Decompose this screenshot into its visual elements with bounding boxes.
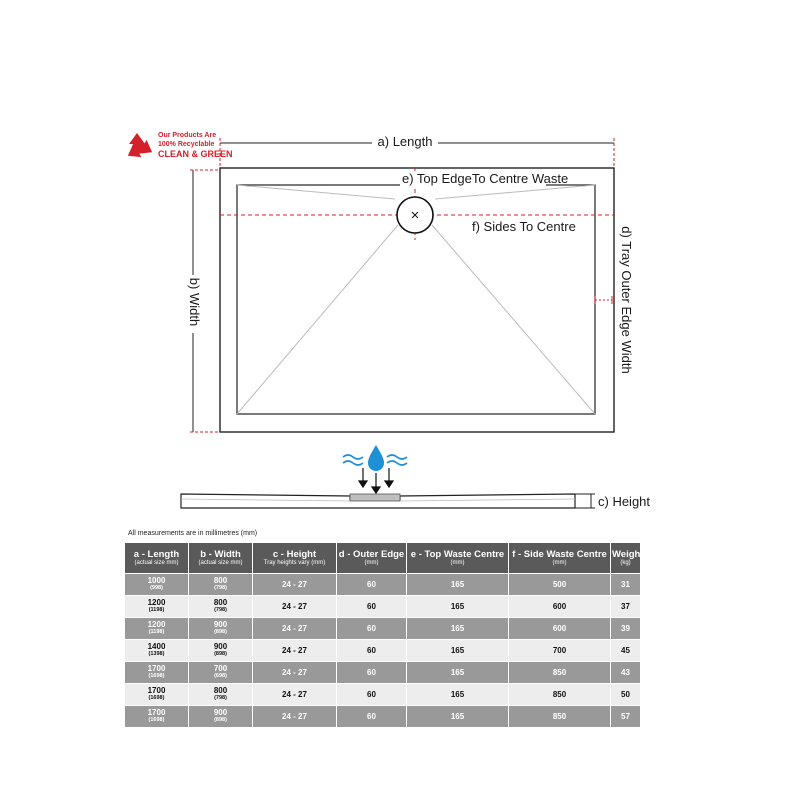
height-label: c) Height (598, 494, 651, 509)
cell-outer-edge: 60 (337, 662, 407, 684)
cell-outer-edge: 60 (337, 574, 407, 596)
cell-weight: 45 (611, 640, 641, 662)
cell-side-waste: 600 (509, 618, 611, 640)
table-row (125, 706, 641, 728)
cell-side-waste: 850 (509, 684, 611, 706)
table-row (125, 662, 641, 684)
table-row (125, 596, 641, 618)
cell-height: 24 - 27 (253, 662, 337, 684)
cell-length: 1700 (1698) (125, 662, 189, 684)
length-dimension (220, 133, 614, 168)
cell-outer-edge: 60 (337, 706, 407, 728)
cell-length: 1700 (1698) (125, 684, 189, 706)
cell-width: 800 (798) (189, 596, 253, 618)
cell-side-waste: 850 (509, 662, 611, 684)
cell-top-waste: 165 (407, 706, 509, 728)
cell-width: 800 (798) (189, 574, 253, 596)
cell-top-waste: 165 (407, 596, 509, 618)
cell-width: 800 (798) (189, 684, 253, 706)
header-height: c - Height Tray heights vary (mm) (253, 543, 337, 574)
recycle-icon (124, 133, 156, 163)
tray-top-view (220, 168, 614, 432)
cell-length: 1200 (1198) (125, 596, 189, 618)
cell-length: 1200 (1198) (125, 618, 189, 640)
table-row (125, 684, 641, 706)
cell-weight: 37 (611, 596, 641, 618)
header-top-waste: e - Top Waste Centre (mm) (407, 543, 509, 574)
eco-line-3: CLEAN & GREEN (158, 149, 233, 159)
cell-weight: 57 (611, 706, 641, 728)
cell-outer-edge: 60 (337, 640, 407, 662)
cell-height: 24 - 27 (253, 574, 337, 596)
cell-side-waste: 850 (509, 706, 611, 728)
cell-weight: 43 (611, 662, 641, 684)
cell-top-waste: 165 (407, 574, 509, 596)
cell-width: 900 (898) (189, 706, 253, 728)
eco-badge (124, 132, 233, 163)
cell-length: 1000 (998) (125, 574, 189, 596)
header-side-waste: f - Side Waste Centre (mm) (509, 543, 611, 574)
cell-weight: 31 (611, 574, 641, 596)
cell-side-waste: 500 (509, 574, 611, 596)
specifications-table (124, 542, 644, 728)
measurement-note: All measurements are in millimetres (mm) (128, 530, 258, 537)
cell-height: 24 - 27 (253, 596, 337, 618)
width-label: b) Width (187, 277, 202, 327)
eco-line-2: 100% Recyclable (158, 141, 215, 148)
tray-side-profile (181, 494, 650, 509)
eco-line-1: Our Products Are (158, 132, 217, 139)
top-edge-label: e) Top EdgeTo Centre Waste (402, 171, 569, 186)
cell-height: 24 - 27 (253, 618, 337, 640)
cell-outer-edge: 60 (337, 684, 407, 706)
cell-outer-edge: 60 (337, 618, 407, 640)
down-arrows-icon (359, 468, 393, 493)
cell-top-waste: 165 (407, 662, 509, 684)
cell-length: 1700 (1698) (125, 706, 189, 728)
header-width: b - Width (actual size mm) (189, 543, 253, 574)
cell-weight: 50 (611, 684, 641, 706)
water-drop-icon (343, 445, 407, 471)
cell-top-waste: 165 (407, 618, 509, 640)
header-weight: Weight (kg) (611, 543, 641, 574)
header-length: a - Length (actual size mm) (125, 543, 189, 574)
sides-label: f) Sides To Centre (472, 219, 576, 234)
cell-width: 900 (898) (189, 640, 253, 662)
length-label: a) Length (377, 134, 433, 149)
table-row (125, 574, 641, 596)
cell-side-waste: 700 (509, 640, 611, 662)
cell-weight: 39 (611, 618, 641, 640)
outer-edge-label: d) Tray Outer Edge Width (619, 226, 634, 374)
width-dimension (185, 170, 220, 432)
cell-height: 24 - 27 (253, 640, 337, 662)
table-header-row (125, 543, 641, 574)
header-outer-edge: d - Outer Edge (mm) (337, 543, 407, 574)
cell-width: 700 (698) (189, 662, 253, 684)
cell-outer-edge: 60 (337, 596, 407, 618)
cell-top-waste: 165 (407, 640, 509, 662)
table-row (125, 640, 641, 662)
cell-width: 900 (898) (189, 618, 253, 640)
cell-side-waste: 600 (509, 596, 611, 618)
table-row (125, 618, 641, 640)
cell-height: 24 - 27 (253, 706, 337, 728)
cell-top-waste: 165 (407, 684, 509, 706)
cell-height: 24 - 27 (253, 684, 337, 706)
cell-length: 1400 (1398) (125, 640, 189, 662)
